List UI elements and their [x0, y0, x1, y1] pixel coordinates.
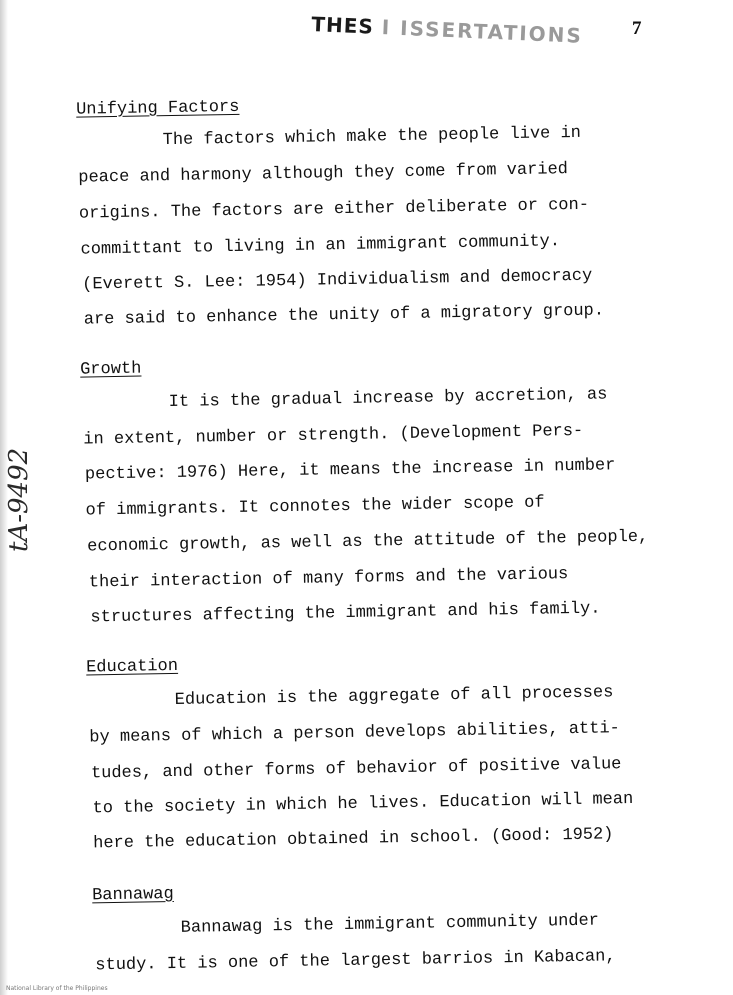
paragraph-line: study. It is one of the largest barrios in Kabacan, — [95, 947, 616, 976]
page-number: 7 — [632, 18, 642, 39]
paragraph-line: It is the gradual increase by accretion, as — [168, 385, 608, 413]
paragraph-line: Education is the aggregate of all processes — [174, 683, 614, 710]
section-heading: Unifying Factors — [75, 97, 240, 120]
paragraph-line: peace and harmony although they come from varied — [78, 160, 569, 188]
paragraph-line: The factors which make the people live in — [162, 123, 582, 151]
thesis-stamp — [311, 12, 583, 48]
paragraph-line: Bannawag is the immigrant community under — [180, 911, 600, 938]
paragraph-line: (Everett S. Lee: 1954) Individualism and democracy — [82, 266, 593, 295]
paragraph-line: by means of which a person develops abilities, atti- — [89, 719, 620, 748]
paragraph-line: to the society in which he lives. Education will mean — [92, 789, 634, 819]
section-unifying-factors — [0, 89, 733, 330]
footer-watermark: National Library of the Philippines — [6, 985, 108, 992]
paragraph-line: here the education obtained in school. (Good: 1952) — [93, 825, 614, 854]
section-heading: Bannawag — [91, 884, 174, 906]
paragraph-line: their interaction of many forms and the various — [88, 565, 569, 593]
stamp-visible-text: THES — [310, 12, 375, 39]
paragraph-line: origins. The factors are either deliberate or con- — [78, 195, 590, 224]
paragraph-line: tudes, and other forms of behavior of positive value — [90, 755, 622, 784]
paragraph-line: of immigrants. It connotes the wider scope of — [85, 493, 545, 521]
section-bannawag — [0, 875, 733, 976]
handwritten-margin-note: tA-9492 — [4, 447, 34, 552]
stamp-faded-text: I ISSERTATIONS — [381, 15, 584, 48]
paragraph-line: pective: 1976) Here, it means the increase in number — [84, 456, 616, 485]
paragraph-line: in extent, number or strength. (Development Pers- — [83, 421, 584, 450]
paragraph-line: are said to enhance the unity of a migratory group. — [83, 301, 605, 330]
section-education — [0, 647, 733, 854]
paragraph-line: economic growth, as well as the attitude of the people, — [87, 527, 649, 557]
paragraph-line: committant to living in an immigrant community. — [80, 232, 561, 260]
section-heading: Growth — [79, 359, 142, 380]
section-heading: Education — [85, 656, 179, 678]
paragraph-line: structures affecting the immigrant and his family. — [90, 599, 601, 628]
